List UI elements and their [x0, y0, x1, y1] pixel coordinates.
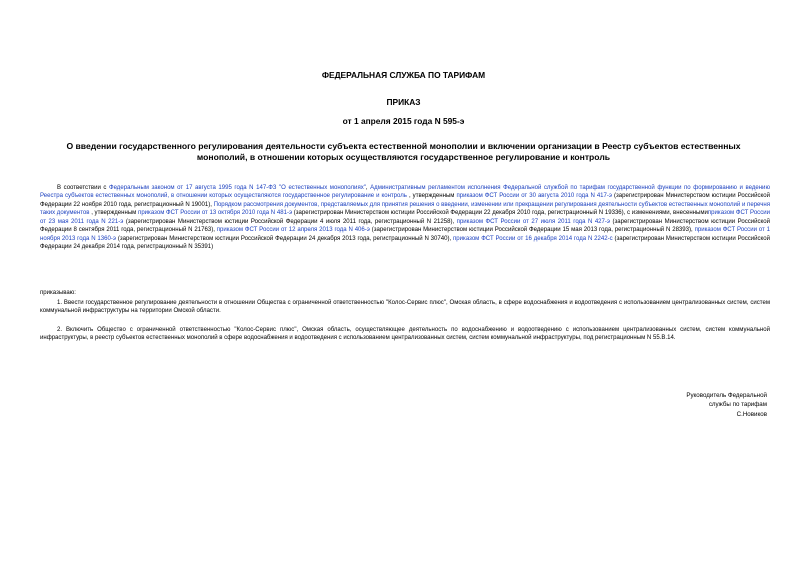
- preamble-text: (зарегистрирован Министерством юстиции Российской Федерации 15 мая 2013 года, регистрационный N 28393),: [369, 227, 695, 234]
- preamble-text: , утвержденным: [89, 210, 139, 217]
- order-word: приказываю:: [40, 290, 76, 296]
- preamble-text: (зарегистрирован Министерством юстиции Российской Федерации 24 декабря 2014 года, регистрационный N 35391): [40, 235, 771, 251]
- preamble-text: (зарегистрирован Министерством юстиции Российской Федерации 4 июля 2011 года, регистрационный N 21258),: [123, 218, 457, 225]
- link-order-427[interactable]: приказом ФСТ России от 27 июля 2011 года N 427-э: [456, 218, 611, 225]
- link-order-2242[interactable]: приказом ФСТ России от 16 декабря 2014 года N 2242-с: [453, 235, 613, 242]
- link-procedure[interactable]: Порядком рассмотрения документов, представляемых для принятия решения о введении, изменении или прекращении регулирования деятельности субъектов естественных монополий и перечня таких документов: [40, 201, 770, 217]
- link-federal-law[interactable]: Федеральным законом от 17 августа 1995 года N 147-ФЗ "О естественных монополиях": [108, 185, 366, 191]
- signature-position: Руководитель Федеральной: [686, 392, 767, 399]
- preamble-paragraph: [40, 184, 770, 252]
- order-item-1: 1. Ввести государственное регулирование деятельности в отношении Общества с ограниченной ответственностью "Колос-Сервис плюс", Омская область, в сфере водоснабжения и водоотведения с использованием централизованных систем, систем коммунальной инфраструктуры на территории Омской области.: [40, 300, 770, 315]
- preamble-text: В соответствии с: [57, 185, 109, 191]
- link-order-406[interactable]: приказом ФСТ России от 12 апреля 2013 года N 406-э: [216, 227, 370, 234]
- order-item-2: 2. Включить Общество с ограниченной ответственностью "Колос-Сервис плюс", Омская область, осуществляющее деятельность по водоснабжению и водоотведению с использованием централизованных систем, систем коммунальной инфраструктуры, в реестр субъектов естественных монополий в сфере водоснабжения и водоотведения с использованием централизованных систем, систем коммунальной инфраструктуры, под регистрационным N 55.В.14.: [40, 327, 770, 342]
- preamble-text: (зарегистрирован Министерством юстиции Российской Федерации 8 сентября 2011 года, регистрационный N 21763),: [40, 218, 770, 234]
- date-number-heading: от 1 апреля 2015 года N 595-э: [342, 116, 465, 126]
- signature-block: [686, 391, 767, 419]
- preamble-text: (зарегистрирован Министерством юстиции Российской Федерации 22 ноября 2010 года, регистрационный N 19001),: [40, 193, 770, 208]
- link-order-1360[interactable]: приказом ФСТ России от 1 ноября 2013 года N 1360-э: [40, 227, 770, 242]
- agency-heading: ФЕДЕРАЛЬНАЯ СЛУЖБА ПО ТАРИФАМ: [321, 70, 486, 80]
- link-admin-regulation[interactable]: Административным регламентом исполнения Федеральной службой по тарифам государственной функции по формированию и ведению Реестра субъектов естественных монополий, в отношении которых осуществляются государственное регулирование и контроль: [40, 185, 770, 200]
- signature-agency: службы по тарифам: [708, 401, 767, 409]
- preamble-text: , утвержденным: [406, 193, 457, 200]
- link-order-417[interactable]: приказом ФСТ России от 30 августа 2010 года N 417-э: [456, 193, 613, 200]
- preamble-text: ,: [365, 185, 371, 191]
- preamble-text: (зарегистрирован Министерством юстиции Российской Федерации 22 декабря 2010 года, регистрационный N 19336), с изменениями, внесенными: [292, 210, 708, 217]
- document-title: О введении государственного регулирования деятельности субъекта естественной монополии и включении организации в Реестр субъектов естественных монополий, в отношении которых осуществляются государственное регулирование и контроль: [66, 141, 741, 162]
- signature-name: С.Новиков: [736, 410, 767, 418]
- link-order-221[interactable]: приказом ФСТ России от 23 мая 2011 года N 221-э: [40, 210, 770, 225]
- doc-type-heading: ПРИКАЗ: [386, 97, 421, 107]
- preamble-text: (зарегистрирован Министерством юстиции Российской Федерации 24 декабря 2013 года, регистрационный N 30740),: [115, 235, 454, 242]
- link-order-481[interactable]: приказом ФСТ России от 13 октября 2010 года N 481-э: [138, 210, 293, 217]
